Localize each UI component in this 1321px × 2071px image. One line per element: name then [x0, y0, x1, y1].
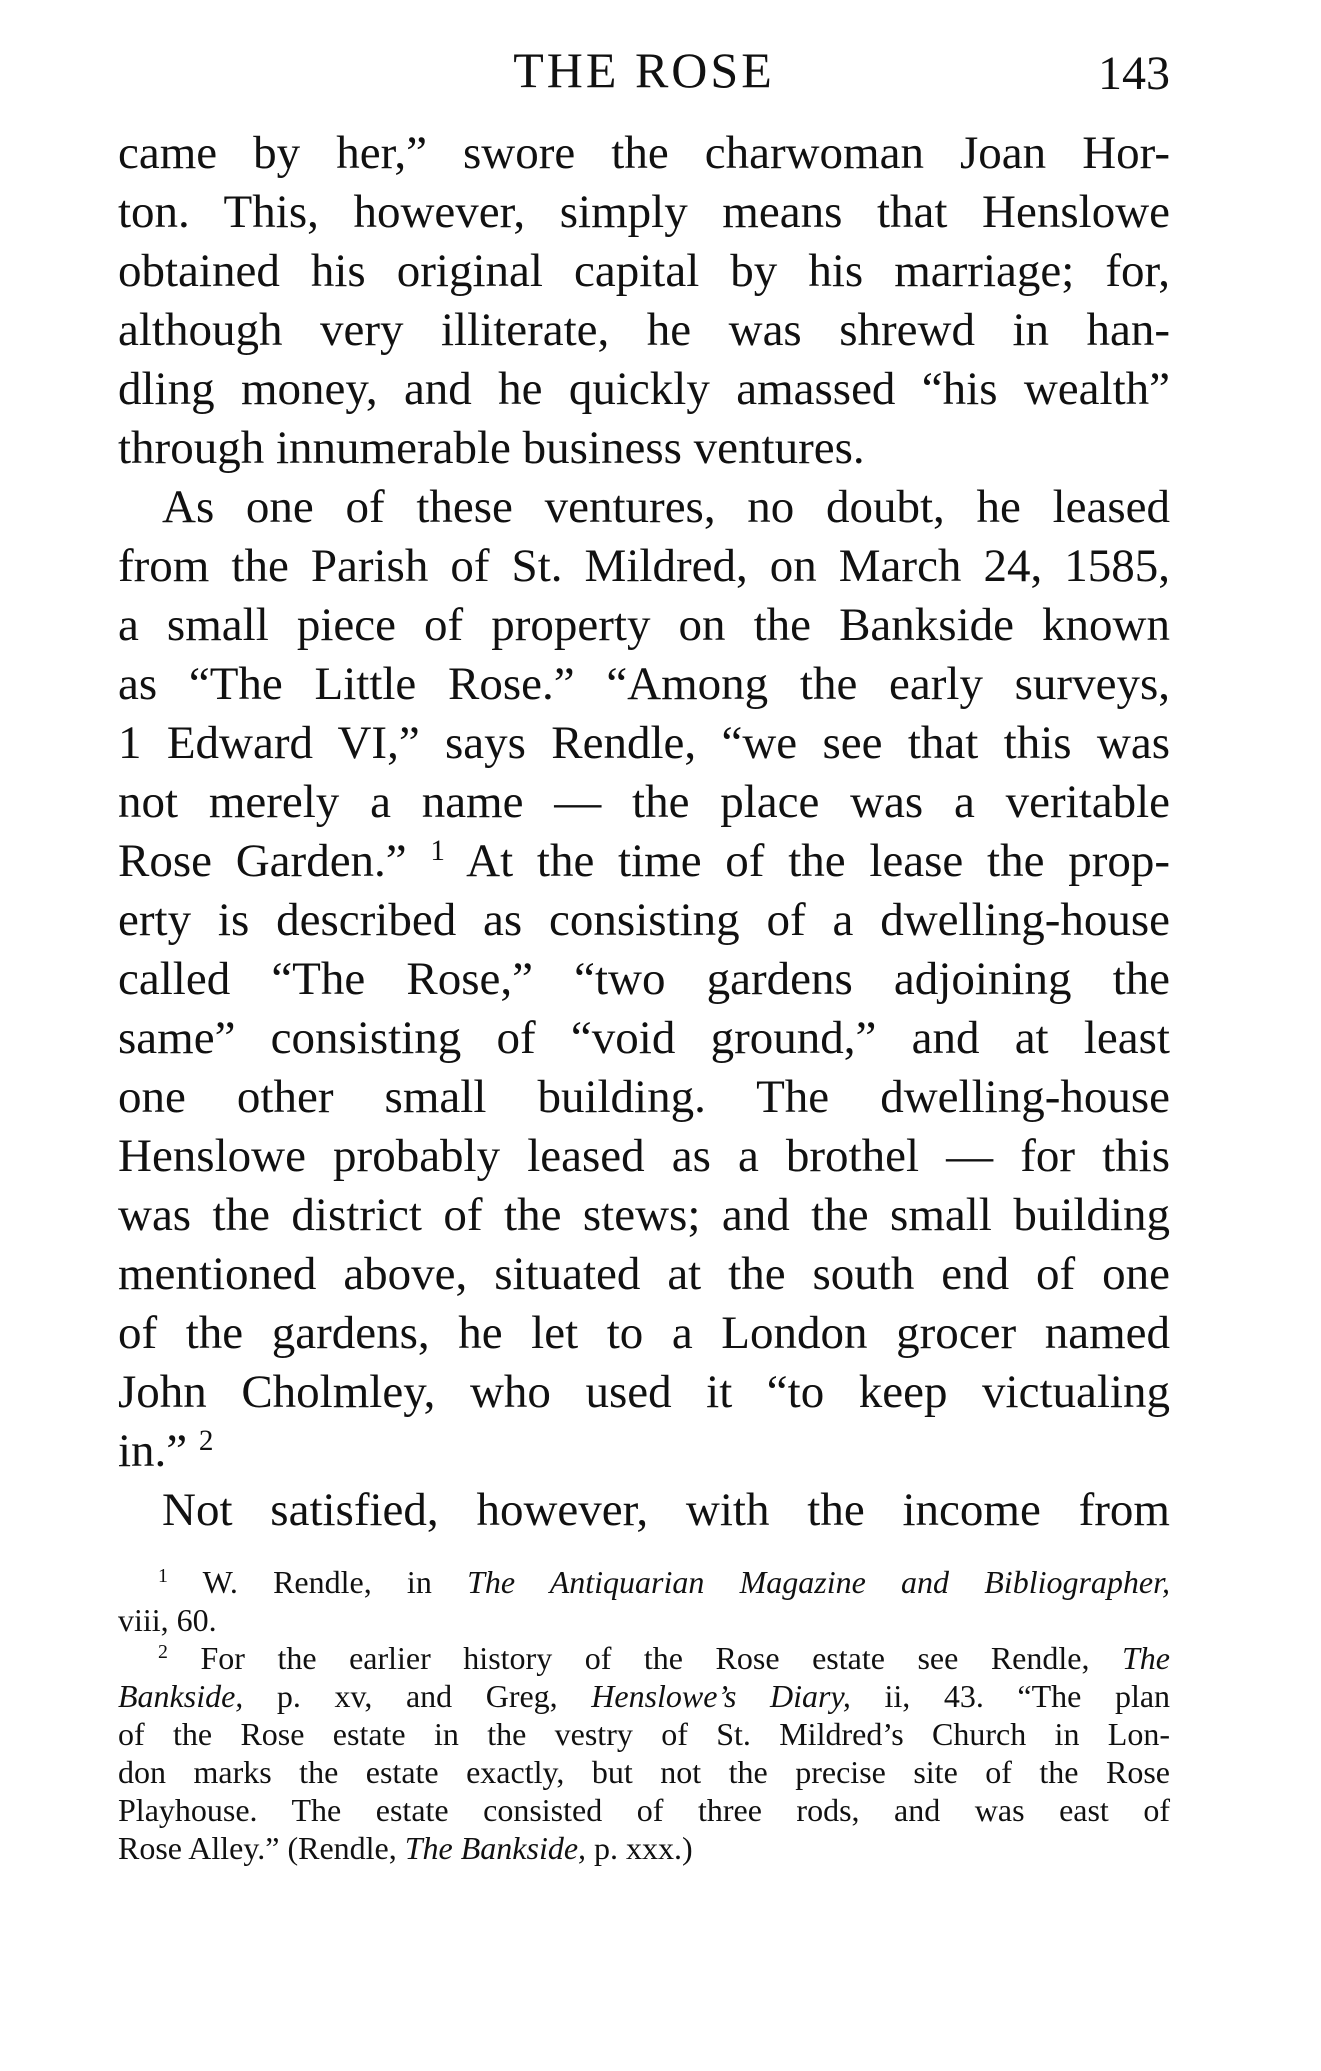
- running-title: THE ROSE: [513, 42, 775, 98]
- text-run: Rose Garden.”: [118, 835, 407, 887]
- text-line-with-note: [118, 832, 1170, 891]
- text-line-with-note: [118, 1422, 1170, 1481]
- text-line: not merely a name — the place was a veritable: [118, 776, 1170, 828]
- footnote-1: [118, 1563, 1170, 1601]
- body-text: [118, 124, 1170, 1540]
- text-line: As one of these ventures, no doubt, he leased: [162, 481, 1170, 533]
- text-line: one other small building. The dwelling-house: [118, 1071, 1170, 1123]
- text-line: from the Parish of St. Mildred, on March 24, 1585,: [118, 540, 1170, 592]
- text-line: of the gardens, he let to a London grocer named: [118, 1307, 1170, 1359]
- text-line: erty is described as consisting of a dwelling-house: [118, 894, 1170, 946]
- text-line: ton. This, however, simply means that Henslowe: [118, 186, 1170, 238]
- footnote-title: The Antiquarian Magazine and Bibliographer,: [467, 1564, 1171, 1600]
- footnote-2-line: [118, 1677, 1170, 1715]
- footnote-marker: 1: [158, 1565, 168, 1588]
- footnote-text: p. xv, and Greg,: [276, 1678, 558, 1714]
- footnote-title: The Bankside,: [404, 1830, 587, 1866]
- text-line: was the district of the stews; and the small building: [118, 1189, 1170, 1241]
- footnote-text: W. Rendle, in: [202, 1564, 432, 1600]
- text-line: as “The Little Rose.” “Among the early surveys,: [118, 658, 1170, 710]
- footnote-2-line: don marks the estate exactly, but not the precise site of the Rose: [118, 1754, 1170, 1790]
- footnote-reference[interactable]: 1: [430, 834, 445, 867]
- footnote-text: For the earlier history of the Rose estate see Rendle,: [200, 1640, 1090, 1676]
- running-head: [118, 40, 1170, 100]
- footnote-2-line: of the Rose estate in the vestry of St. Mildred’s Church in Lon-: [118, 1716, 1170, 1752]
- text-line: called “The Rose,” “two gardens adjoining the: [118, 953, 1170, 1005]
- text-run: in.”: [118, 1425, 188, 1477]
- footnote-text: ii, 43. “The plan: [884, 1678, 1171, 1714]
- text-line: came by her,” swore the charwoman Joan Hor-: [118, 127, 1170, 179]
- footnote-marker: 2: [158, 1641, 168, 1664]
- footnote-text: Rose Alley.” (Rendle,: [118, 1830, 397, 1866]
- text-line: 1 Edward VI,” says Rendle, “we see that this was: [118, 717, 1170, 769]
- footnote-text: p. xxx.): [594, 1830, 693, 1866]
- footnote-2-line: Playhouse. The estate consisted of three rods, and was east of: [118, 1792, 1170, 1828]
- text-line: through innumerable business ventures.: [118, 422, 865, 474]
- footnote-2-line: [118, 1829, 1170, 1867]
- text-line: same” consisting of “void ground,” and at least: [118, 1012, 1170, 1064]
- text-line: Henslowe probably leased as a brothel — for this: [118, 1130, 1170, 1182]
- text-line: John Cholmley, who used it “to keep victualing: [118, 1366, 1170, 1418]
- footnote-title: Bankside,: [118, 1678, 244, 1714]
- text-line: Not satisfied, however, with the income from: [162, 1484, 1170, 1536]
- text-line: dling money, and he quickly amassed “his wealth”: [118, 363, 1170, 415]
- footnote-2: [118, 1639, 1170, 1677]
- page-number: 143: [1098, 47, 1170, 100]
- footnote-1-continuation: viii, 60.: [118, 1602, 217, 1638]
- footnotes: [118, 1563, 1170, 1867]
- text-line: obtained his original capital by his marriage; for,: [118, 245, 1170, 297]
- text-line: although very illiterate, he was shrewd in han-: [118, 304, 1170, 356]
- footnote-title: Henslowe’s Diary,: [591, 1678, 851, 1714]
- text-line: a small piece of property on the Bankside known: [118, 599, 1170, 651]
- footnote-reference[interactable]: 2: [198, 1424, 214, 1457]
- text-run: At the time of the lease the prop-: [466, 835, 1170, 887]
- text-line: mentioned above, situated at the south end of one: [118, 1248, 1170, 1300]
- footnote-title: The: [1122, 1640, 1170, 1676]
